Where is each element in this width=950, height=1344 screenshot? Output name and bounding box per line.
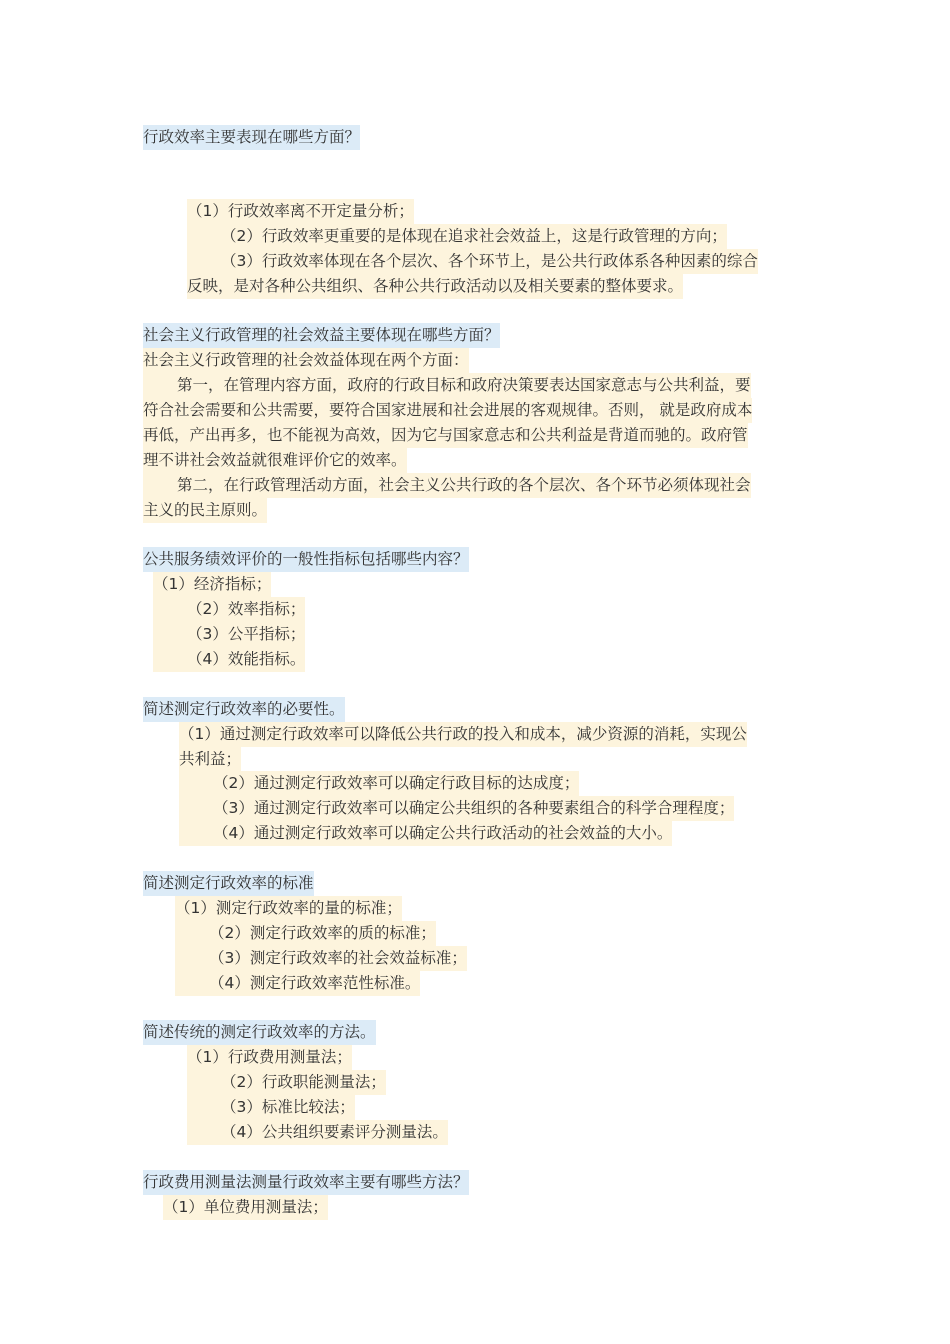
answer-line: 第一，在管理内容方面，政府的行政目标和政府决策要表达国家意志与公共利益，要	[143, 373, 751, 398]
question-heading: 行政费用测量法测量行政效率主要有哪些方法？	[143, 1170, 469, 1195]
answer-line: 再低，产出再多，也不能视为高效，因为它与国家意志和公共利益是背道而驰的。政府管	[143, 423, 748, 448]
answer-line: （1）测定行政效率的量的标准；	[175, 896, 402, 921]
answer-line: （2）测定行政效率的质的标准；	[175, 921, 436, 946]
answer-line: 反映，是对各种公共组织、各种公共行政活动以及相关要素的整体要求。	[187, 274, 683, 299]
question-heading: 公共服务绩效评价的一般性指标包括哪些内容？	[143, 547, 469, 572]
answer-line: （1）通过测定行政效率可以降低公共行政的投入和成本，减少资源的消耗，实现公	[179, 722, 747, 747]
answer-line: （2）行政职能测量法；	[187, 1070, 386, 1095]
answer-line: 符合社会需要和公共需要，要符合国家进展和社会进展的客观规律。否则， 就是政府成本	[143, 398, 752, 423]
answer-line: （3）通过测定行政效率可以确定公共组织的各种要素组合的科学合理程度；	[179, 796, 734, 821]
question-heading: 社会主义行政管理的社会效益主要体现在哪些方面？	[143, 323, 500, 348]
answer-line: （1）行政效率离不开定量分析；	[187, 199, 414, 224]
answer-line: （3）测定行政效率的社会效益标准；	[175, 946, 467, 971]
answer-line: （2）通过测定行政效率可以确定行政目标的达成度；	[179, 771, 579, 796]
answer-line: （4）公共组织要素评分测量法。	[187, 1120, 448, 1145]
question-heading: 简述测定行政效率的必要性。	[143, 697, 345, 722]
answer-line: （2）行政效率更重要的是体现在追求社会效益上，这是行政管理的方向；	[187, 224, 727, 249]
answer-line: （4）通过测定行政效率可以确定公共行政活动的社会效益的大小。	[179, 821, 672, 846]
question-heading: 行政效率主要表现在哪些方面？	[143, 125, 360, 150]
answer-line: （4）测定行政效率范性标准。	[175, 971, 420, 996]
answer-line: 共利益；	[179, 747, 241, 772]
answer-line: 理不讲社会效益就很难评价它的效率。	[143, 448, 407, 473]
answer-line: （4）效能指标。	[153, 647, 305, 672]
answer-line: （1）行政费用测量法；	[187, 1045, 352, 1070]
answer-line: （1）经济指标；	[153, 572, 271, 597]
answer-line: （1）单位费用测量法；	[163, 1195, 328, 1220]
question-heading: 简述测定行政效率的标准	[143, 871, 314, 896]
answer-line: （3）行政效率体现在各个层次、各个环节上，是公共行政体系各种因素的综合	[187, 249, 758, 274]
answer-line: （3）标准比较法；	[187, 1095, 355, 1120]
answer-line: 社会主义行政管理的社会效益体现在两个方面：	[143, 348, 469, 373]
question-heading: 简述传统的测定行政效率的方法。	[143, 1020, 376, 1045]
answer-line: （2）效率指标；	[153, 597, 305, 622]
answer-line: （3）公平指标；	[153, 622, 305, 647]
answer-line: 第二，在行政管理活动方面，社会主义公共行政的各个层次、各个环节必须体现社会	[143, 473, 751, 498]
answer-line: 主义的民主原则。	[143, 498, 267, 523]
